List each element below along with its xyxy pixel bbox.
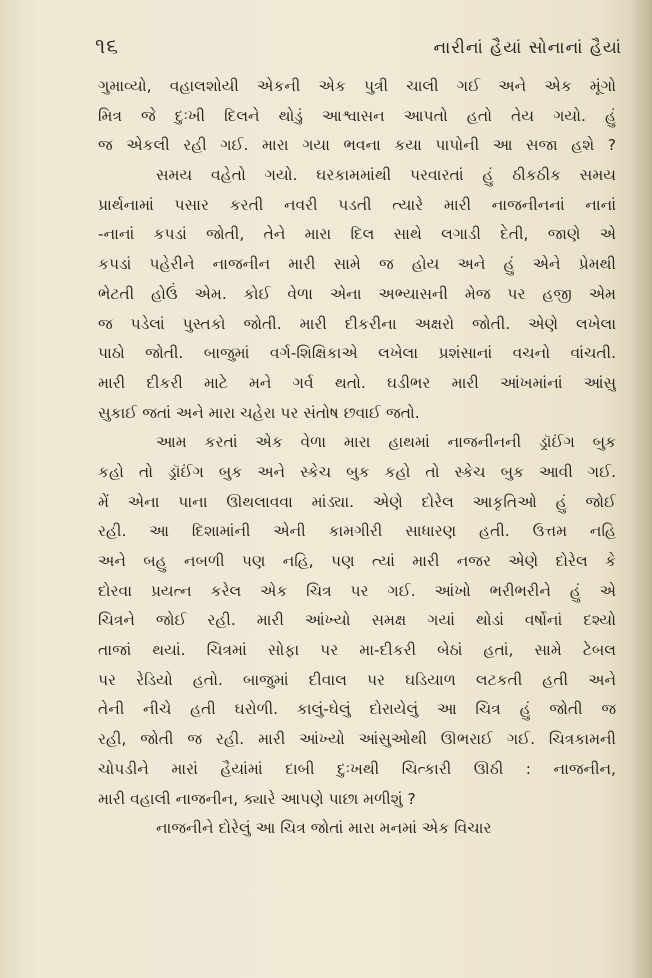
text-line: તાજાં થયાં. ચિત્રમાં સોફા પર મા-દીકરી બેઠાં હતાં, સામે ટેબલ (98, 641, 616, 660)
running-title: નારીનાં હૈયાં સોનાનાં હૈયાં (433, 38, 622, 58)
text-line: મિત્ર જે દુઃખી દિલને થોડું આશ્વાસન આપતો હતો તેય ગયો. હું (98, 106, 616, 125)
text-line: જ એકલી રહી ગઈ. મારા ગયા ભવના કયા પાપોની આ સજા હશે ? (98, 136, 616, 155)
page-number: ૧૬ (95, 34, 120, 58)
binding-shadow (630, 0, 652, 978)
text-line: ચિત્રને જોઈ રહી. મારી આંખ્યો સમક્ષ ગયાં થોડાં વર્ષોનાં દશ્યો (98, 611, 616, 630)
text-line: દોરવા પ્રયત્ન કરેલ એક ચિત્ર પર ગઈ. આંખો ભરીભરીને હું એ (98, 581, 616, 600)
text-line: મેં એના પાના ઊથલાવવા માંડ્યા. એણે દોરેલ આકૃતિઓ હું જોઈ (98, 492, 616, 511)
text-line: પ્રાર્થનામાં પસાર કરતી નવરી પડતી ત્યારે મારી નાજનીનનાં નાનાં (98, 195, 616, 214)
text-line: મારી દીકરી માટે મને ગર્વ થતો. ઘડીભર મારી આંખમાંનાં આંસુ (98, 373, 616, 392)
text-line: પાઠો જોતી. બાજુમાં વર્ગ-શિક્ષિકાએ લખેલા પ્રશંસાનાં વચનો વાંચતી. (98, 344, 616, 363)
text-line: પર રેડિયો હતો. બાજુમાં દીવાલ પર ઘડિયાળ લટકતી હતી અને (98, 670, 616, 689)
text-line: મારી વહાલી નાજનીન, ક્યારે આપણે પાછા મળીશું ? (98, 789, 416, 808)
text-line: અને બહુ નબળી પણ નહિ, પણ ત્યાં મારી નજર એણે દોરેલ કે (98, 552, 616, 570)
text-line: રહી. આ દિશામાંની એની કામગીરી સાધારણ હતી. ઉત્તમ નહિ (98, 522, 616, 541)
page-header (95, 34, 622, 64)
text-line: જ પડેલાં પુસ્તકો જોતી. મારી દીકરીના અક્ષરો જોતી. એણે લખેલા (98, 314, 616, 333)
text-line: -નાનાં કપડાં જોતી, તેને મારા દિલ સાથે લગાડી દેતી, જાણે એ (98, 225, 616, 244)
text-line: નાજનીને દોરેલું આ ચિત્ર જોતાં મારા મનમાં એક વિચાર (156, 819, 492, 838)
text-line: ચોપડીને મારાં હૈયાંમાં દાબી દુઃખથી ચિત્કારી ઊઠી : નાજનીન, (98, 759, 616, 778)
text-line: કપડાં પહેરીને નાજનીન મારી સામે જ હોય અને હું એને પ્રેમથી (98, 255, 616, 274)
text-line: રહી, જોતી જ રહી. મારી આંખ્યો આંસુઓથી ઊભરાઈ ગઈ. ચિત્રકામની (98, 730, 616, 749)
text-line: સુકાઈ જતાં અને મારા ચહેરા પર સંતોષ છવાઈ જતો. (98, 403, 420, 422)
text-line: ભેટતી હોઉં એમ. કોઈ વેળા એના અભ્યાસની મેજ પર હજી એમ (98, 284, 616, 303)
text-line: સમય વહેતો ગયો. ઘરકામમાંથી પરવારતાં હું ઠીકઠીક સમય (156, 166, 616, 185)
text-line: ગુમાવ્યો, વહાલશોયી એકની એક પુત્રી ચાલી ગઈ અને એક મૂંગો (98, 77, 616, 95)
text-line: આમ કરતાં એક વેળા મારા હાથમાં નાજનીનની ડ્રૉઈંગ બુક (156, 433, 616, 452)
text-line: કહો તો ડ્રૉઈંગ બુક અને સ્કેચ બુક કહો તો સ્કેચ બુક આવી ગઈ. (98, 462, 616, 481)
text-line: તેની નીચે હતી ઘરોળી. કાલું-ઘેલું દોરાયેલું આ ચિત્ર હું જોતી જ (98, 700, 616, 719)
body-text (98, 72, 616, 844)
